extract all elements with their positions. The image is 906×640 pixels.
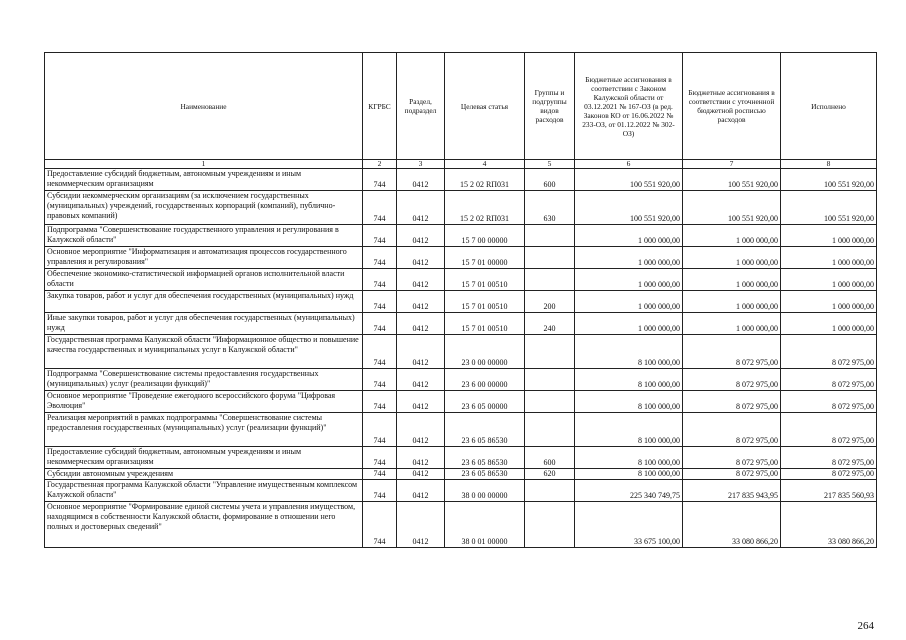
- row-law-amount: 8 100 000,00: [575, 335, 683, 369]
- table-row: [45, 480, 877, 502]
- table-body: [45, 169, 877, 548]
- row-group: [525, 269, 575, 291]
- row-executed-amount: 8 072 975,00: [781, 413, 877, 447]
- row-target: 23 6 05 86530: [445, 469, 525, 480]
- row-executed-amount: 1 000 000,00: [781, 247, 877, 269]
- header-section: Раздел, подраздел: [397, 53, 445, 160]
- row-section: 0412: [397, 480, 445, 502]
- row-section: 0412: [397, 469, 445, 480]
- row-section: 0412: [397, 502, 445, 548]
- row-section: 0412: [397, 369, 445, 391]
- row-target: 23 6 00 00000: [445, 369, 525, 391]
- row-executed-amount: 100 551 920,00: [781, 191, 877, 225]
- row-section: 0412: [397, 391, 445, 413]
- row-name: Подпрограмма "Совершенствование системы предоставления государственных (муниципальных) услуг (реализации функций)": [45, 369, 363, 391]
- row-law-amount: 33 675 100,00: [575, 502, 683, 548]
- row-kgrbs: 744: [363, 447, 397, 469]
- row-law-amount: 8 100 000,00: [575, 469, 683, 480]
- row-refined-amount: 8 072 975,00: [683, 369, 781, 391]
- row-group: 600: [525, 447, 575, 469]
- row-refined-amount: 217 835 943,95: [683, 480, 781, 502]
- row-name: Предоставление субсидий бюджетным, автономным учреждениям и иным некоммерческим организациям: [45, 169, 363, 191]
- header-law: Бюджетные ассигнования в соответствии с Законом Калужской области от 03.12.2021 № 167-ОЗ (в ред. Законов КО от 16.06.2022 № 233-ОЗ, от 01.12.2022 № 302-ОЗ): [575, 53, 683, 160]
- table-row: [45, 225, 877, 247]
- row-law-amount: 1 000 000,00: [575, 313, 683, 335]
- row-name: Основное мероприятие "Информатизация и автоматизация процессов государственного управления и регулирования": [45, 247, 363, 269]
- row-section: 0412: [397, 191, 445, 225]
- row-law-amount: 8 100 000,00: [575, 391, 683, 413]
- table-row: [45, 169, 877, 191]
- row-executed-amount: 33 080 866,20: [781, 502, 877, 548]
- row-target: 15 7 01 00510: [445, 291, 525, 313]
- table-row: [45, 313, 877, 335]
- column-number: 3: [397, 160, 445, 169]
- column-number: 4: [445, 160, 525, 169]
- table-row: [45, 269, 877, 291]
- row-kgrbs: 744: [363, 313, 397, 335]
- row-executed-amount: 8 072 975,00: [781, 391, 877, 413]
- row-law-amount: 100 551 920,00: [575, 169, 683, 191]
- row-refined-amount: 8 072 975,00: [683, 391, 781, 413]
- row-kgrbs: 744: [363, 247, 397, 269]
- table-row: [45, 447, 877, 469]
- row-law-amount: 100 551 920,00: [575, 191, 683, 225]
- row-section: 0412: [397, 269, 445, 291]
- table-row: [45, 469, 877, 480]
- row-target: 15 2 02 RП031: [445, 169, 525, 191]
- row-target: 23 0 00 00000: [445, 335, 525, 369]
- row-section: 0412: [397, 335, 445, 369]
- row-section: 0412: [397, 313, 445, 335]
- row-kgrbs: 744: [363, 469, 397, 480]
- row-name: Реализация мероприятий в рамках подпрограммы "Совершенствование системы предоставления государственных (муниципальных) услуг (реализации функций)": [45, 413, 363, 447]
- column-number: 5: [525, 160, 575, 169]
- row-name: Закупка товаров, работ и услуг для обеспечения государственных (муниципальных) нужд: [45, 291, 363, 313]
- row-group: [525, 502, 575, 548]
- row-executed-amount: 8 072 975,00: [781, 369, 877, 391]
- row-kgrbs: 744: [363, 391, 397, 413]
- row-kgrbs: 744: [363, 269, 397, 291]
- row-name: Государственная программа Калужской области "Информационное общество и повышение качества государственных и муниципальных услуг в Калужской области": [45, 335, 363, 369]
- row-kgrbs: 744: [363, 169, 397, 191]
- row-kgrbs: 744: [363, 225, 397, 247]
- row-target: 38 0 00 00000: [445, 480, 525, 502]
- row-name: Государственная программа Калужской области "Управление имущественным комплексом Калужской области": [45, 480, 363, 502]
- header-target: Целевая статья: [445, 53, 525, 160]
- row-section: 0412: [397, 413, 445, 447]
- table-row: [45, 502, 877, 548]
- row-section: 0412: [397, 225, 445, 247]
- budget-table: [44, 52, 877, 548]
- row-name: Субсидии автономным учреждениям: [45, 469, 363, 480]
- table-row: [45, 247, 877, 269]
- row-executed-amount: 1 000 000,00: [781, 269, 877, 291]
- row-group: [525, 247, 575, 269]
- row-refined-amount: 1 000 000,00: [683, 291, 781, 313]
- row-target: 23 6 05 86530: [445, 447, 525, 469]
- table-row: [45, 369, 877, 391]
- row-section: 0412: [397, 447, 445, 469]
- row-refined-amount: 1 000 000,00: [683, 313, 781, 335]
- row-target: 15 7 01 00510: [445, 313, 525, 335]
- row-name: Подпрограмма "Совершенствование государственного управления и регулирования в Калужской области": [45, 225, 363, 247]
- row-kgrbs: 744: [363, 413, 397, 447]
- row-group: [525, 480, 575, 502]
- row-section: 0412: [397, 247, 445, 269]
- column-number: 6: [575, 160, 683, 169]
- row-group: [525, 225, 575, 247]
- row-refined-amount: 1 000 000,00: [683, 269, 781, 291]
- row-target: 15 7 01 00000: [445, 247, 525, 269]
- row-refined-amount: 8 072 975,00: [683, 335, 781, 369]
- row-kgrbs: 744: [363, 369, 397, 391]
- row-target: 23 6 05 00000: [445, 391, 525, 413]
- row-executed-amount: 100 551 920,00: [781, 169, 877, 191]
- row-target: 15 2 02 RП031: [445, 191, 525, 225]
- row-executed-amount: 8 072 975,00: [781, 447, 877, 469]
- row-refined-amount: 1 000 000,00: [683, 225, 781, 247]
- row-executed-amount: 217 835 560,93: [781, 480, 877, 502]
- row-target: 23 6 05 86530: [445, 413, 525, 447]
- row-law-amount: 1 000 000,00: [575, 225, 683, 247]
- table-row: [45, 391, 877, 413]
- row-kgrbs: 744: [363, 291, 397, 313]
- header-groups: Группы и подгруппы видов расходов: [525, 53, 575, 160]
- row-refined-amount: 8 072 975,00: [683, 413, 781, 447]
- row-name: Основное мероприятие "Формирование единой системы учета и управления имуществом, находящимся в собственности Калужской области, формирование в отношении него полных и достоверных сведений": [45, 502, 363, 548]
- row-law-amount: 8 100 000,00: [575, 447, 683, 469]
- row-executed-amount: 1 000 000,00: [781, 225, 877, 247]
- table-row: [45, 291, 877, 313]
- row-group: [525, 335, 575, 369]
- row-target: 15 7 01 00510: [445, 269, 525, 291]
- row-executed-amount: 8 072 975,00: [781, 335, 877, 369]
- row-refined-amount: 8 072 975,00: [683, 469, 781, 480]
- row-refined-amount: 8 072 975,00: [683, 447, 781, 469]
- row-executed-amount: 1 000 000,00: [781, 313, 877, 335]
- row-refined-amount: 1 000 000,00: [683, 247, 781, 269]
- table-row: [45, 335, 877, 369]
- page-number: 264: [857, 620, 874, 632]
- row-refined-amount: 100 551 920,00: [683, 191, 781, 225]
- header-kgrbs: КГРБС: [363, 53, 397, 160]
- row-section: 0412: [397, 169, 445, 191]
- row-law-amount: 8 100 000,00: [575, 369, 683, 391]
- column-number: 8: [781, 160, 877, 169]
- row-group: 630: [525, 191, 575, 225]
- table-row: [45, 191, 877, 225]
- row-group: 620: [525, 469, 575, 480]
- column-number-row: [45, 160, 877, 169]
- row-group: [525, 369, 575, 391]
- row-name: Предоставление субсидий бюджетным, автономным учреждениям и иным некоммерческим организациям: [45, 447, 363, 469]
- row-law-amount: 1 000 000,00: [575, 247, 683, 269]
- row-group: 240: [525, 313, 575, 335]
- row-refined-amount: 100 551 920,00: [683, 169, 781, 191]
- row-section: 0412: [397, 291, 445, 313]
- row-target: 15 7 00 00000: [445, 225, 525, 247]
- row-name: Иные закупки товаров, работ и услуг для обеспечения государственных (муниципальных) нужд: [45, 313, 363, 335]
- row-group: [525, 413, 575, 447]
- row-refined-amount: 33 080 866,20: [683, 502, 781, 548]
- row-kgrbs: 744: [363, 191, 397, 225]
- row-group: 600: [525, 169, 575, 191]
- row-law-amount: 8 100 000,00: [575, 413, 683, 447]
- row-kgrbs: 744: [363, 480, 397, 502]
- header-executed: Исполнено: [781, 53, 877, 160]
- header-name: Наименование: [45, 53, 363, 160]
- row-name: Обеспечение экономико-статистической информацией органов исполнительной власти области: [45, 269, 363, 291]
- row-name: Основное мероприятие "Проведение ежегодного всероссийского форума "Цифровая Эволюция": [45, 391, 363, 413]
- row-group: [525, 391, 575, 413]
- column-number: 1: [45, 160, 363, 169]
- row-law-amount: 1 000 000,00: [575, 291, 683, 313]
- row-law-amount: 225 340 749,75: [575, 480, 683, 502]
- row-kgrbs: 744: [363, 502, 397, 548]
- row-kgrbs: 744: [363, 335, 397, 369]
- row-group: 200: [525, 291, 575, 313]
- column-number: 2: [363, 160, 397, 169]
- table-row: [45, 413, 877, 447]
- row-executed-amount: 8 072 975,00: [781, 469, 877, 480]
- row-law-amount: 1 000 000,00: [575, 269, 683, 291]
- row-executed-amount: 1 000 000,00: [781, 291, 877, 313]
- row-name: Субсидии некоммерческим организациям (за исключением государственных (муниципальных) учреждений, государственных корпораций (компаний), публично-правовых компаний): [45, 191, 363, 225]
- row-target: 38 0 01 00000: [445, 502, 525, 548]
- column-number: 7: [683, 160, 781, 169]
- header-row: [45, 53, 877, 160]
- header-refined: Бюджетные ассигнования в соответствии с уточненной бюджетной росписью расходов: [683, 53, 781, 160]
